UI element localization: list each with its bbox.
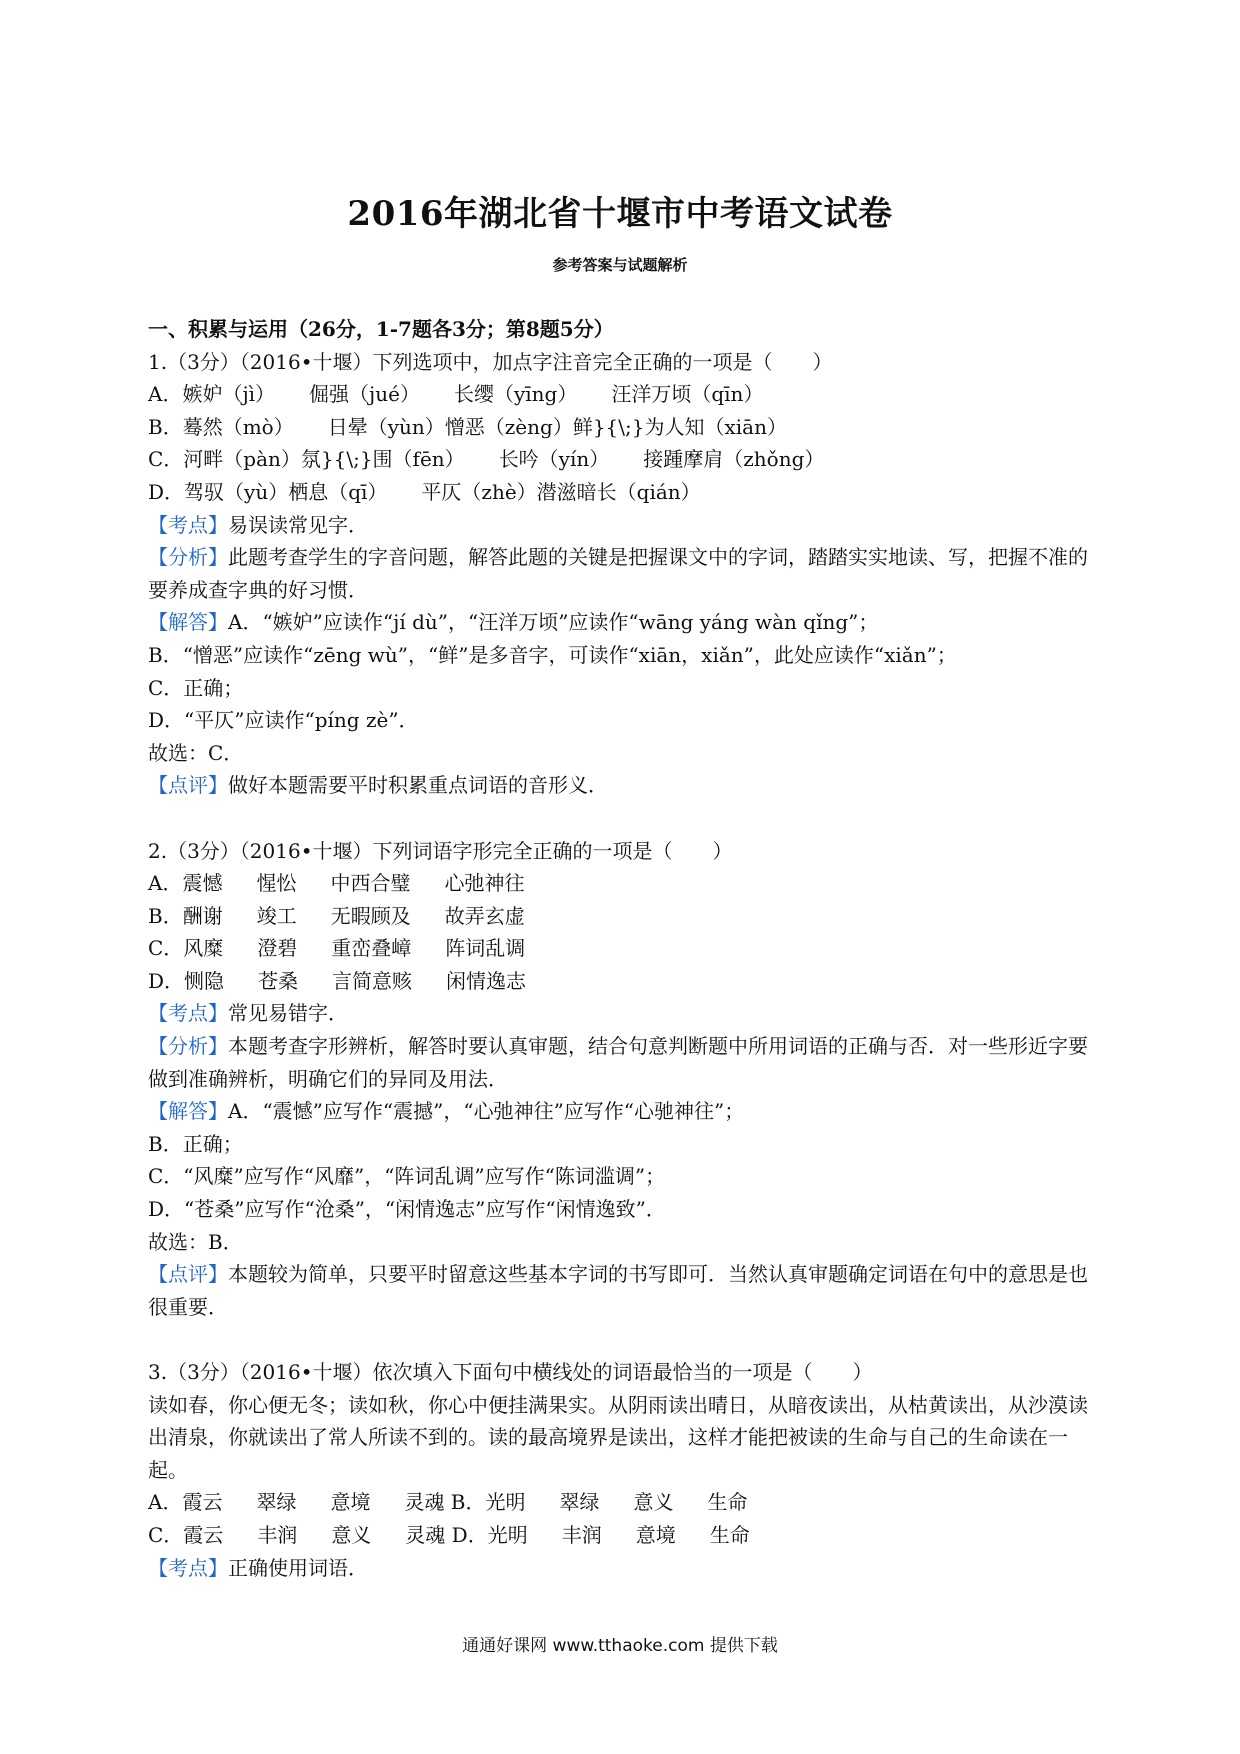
q1-d-1: 平仄（zhè）潜滋暗长（qián） <box>421 479 701 504</box>
q3-cd-0: C．霞云 <box>148 1522 224 1547</box>
q1-answer-line: D．“平仄”应读作“píng zè”． <box>148 708 419 733</box>
q2-d-1: 苍桑 <box>258 968 299 993</box>
q1-kaodian <box>148 509 1096 542</box>
q3-cd-6: 生命 <box>709 1522 750 1547</box>
q1-dianping <box>148 769 1096 802</box>
kaodian-tag: 【考点】 <box>148 512 228 537</box>
q1-option-d <box>148 476 1096 509</box>
q3-passage: 读如春，你心便无冬；读如秋，你心中便挂满果实。从阴雨读出晴日，从暗夜读出，从枯黄读出，从沙漠读出清泉，你就读出了常人所读不到的。读的最高境界是读出，这样才能把被读的生命与自己的生命读在一起。 <box>148 1392 1088 1482</box>
q1-fenxi <box>148 541 1096 606</box>
q3-kaodian-text: 正确使用词语． <box>228 1555 368 1580</box>
q2-dianping-text: 本题较为简单，只要平时留意这些基本字词的书写即可．当然认真审题确定词语在句中的意思是也很重要． <box>148 1262 1088 1319</box>
page-footer: 通通好课网 www.tthaoke.com 提供下载 <box>462 1636 778 1656</box>
q2-jieda <box>148 1095 1096 1128</box>
q2-d-2: 言简意赅 <box>332 968 413 993</box>
q2-b-0: B．酬谢 <box>148 903 223 928</box>
q2-d-3: 闲情逸志 <box>446 968 527 993</box>
q2-a-0: A．震憾 <box>148 871 223 896</box>
q3-ab-6: 生命 <box>707 1490 748 1515</box>
q1-a-3: 汪洋万顷（qīn） <box>611 382 764 407</box>
kaodian-tag: 【考点】 <box>148 1555 228 1580</box>
q2-b-3: 故弄玄虚 <box>444 903 525 928</box>
fenxi-tag: 【分析】 <box>148 545 228 570</box>
q1-d-0: D．驾驭（yù）栖息（qī） <box>148 479 388 504</box>
q2-jieda-text: A．“震憾”应写作“震撼”，“心弛神往”应写作“心驰神往”； <box>228 1099 745 1124</box>
jieda-tag: 【解答】 <box>148 610 228 635</box>
q2-option-c <box>148 932 1096 965</box>
spacer <box>148 1323 1096 1356</box>
q2-answer-line: C．“风糜”应写作“风靡”，“阵词乱调”应写作“陈词滥调”； <box>148 1164 666 1189</box>
fenxi-tag: 【分析】 <box>148 1034 228 1059</box>
jieda-tag: 【解答】 <box>148 1099 228 1124</box>
q2-option-a <box>148 867 1096 900</box>
dianping-tag: 【点评】 <box>148 1262 228 1287</box>
q3-ab-2: 意境 <box>330 1490 371 1515</box>
q3-kaodian <box>148 1552 1096 1585</box>
q1-c-1: 长吟（yín） <box>498 447 610 472</box>
q2-kaodian <box>148 997 1096 1030</box>
q1-answer-line: C．正确； <box>148 675 244 700</box>
q3-cd-5: 意境 <box>635 1522 676 1547</box>
q3-options-cd <box>148 1519 1096 1552</box>
q1-answer-choice: 故选：C． <box>148 740 244 765</box>
kaodian-tag: 【考点】 <box>148 1001 228 1026</box>
q2-answer-line: D．“苍桑”应写作“沧桑”，“闲情逸志”应写作“闲情逸致”． <box>148 1197 666 1222</box>
q1-b-0: B．蓦然（mò） <box>148 414 294 439</box>
q2-kaodian-text: 常见易错字． <box>228 1001 348 1026</box>
q2-fenxi <box>148 1030 1096 1095</box>
q2-stem: 2.（3分）（2016•十堰）下列词语字形完全正确的一项是（ ） <box>148 838 733 863</box>
q2-a-2: 中西合璧 <box>330 871 411 896</box>
q3-stem: 3.（3分）（2016•十堰）依次填入下面句中横线处的词语最恰当的一项是（ ） <box>148 1360 873 1384</box>
dianping-tag: 【点评】 <box>148 773 228 798</box>
q3-cd-3: 灵魂 D．光明 <box>405 1522 528 1547</box>
q1-option-b <box>148 411 1096 444</box>
q1-a-1: 倔强（jué） <box>309 382 420 407</box>
q2-fenxi-text: 本题考查字形辨析，解答时要认真审题，结合句意判断题中所用词语的正确与否．对一些形近字要做到准确辨析，明确它们的异同及用法． <box>148 1034 1088 1091</box>
q2-b-1: 竣工 <box>256 903 297 928</box>
q2-dianping <box>148 1258 1096 1323</box>
q2-a-1: 惺忪 <box>256 871 297 896</box>
q2-answer-line: B．正确； <box>148 1131 243 1156</box>
q1-a-2: 长缨（yīng） <box>453 382 578 407</box>
q1-c-2: 接踵摩肩（zhǒng） <box>643 447 825 472</box>
q2-option-d <box>148 965 1096 998</box>
q1-dianping-text: 做好本题需要平时积累重点词语的音形义． <box>228 773 608 798</box>
q3-ab-3: 灵魂 B．光明 <box>404 1490 526 1515</box>
q1-answer-line: B．“憎恶”应读作“zēng wù”，“鲜”是多音字，可读作“xiān，xiǎn”，此处应读作“xiǎn”； <box>148 642 957 667</box>
q3-ab-4: 翠绿 <box>559 1490 600 1515</box>
q3-ab-1: 翠绿 <box>256 1490 297 1515</box>
q1-kaodian-text: 易误读常见字． <box>228 512 368 537</box>
q3-options-ab <box>148 1486 1096 1519</box>
q1-fenxi-text: 此题考查学生的字音问题，解答此题的关键是把握课文中的字词，踏踏实实地读、写，把握不准的要养成查字典的好习惯． <box>148 545 1088 602</box>
q1-jieda-text: A．“嫉妒”应读作“jí dù”，“汪洋万顷”应读作“wāng yáng wàn qǐng”； <box>228 610 879 635</box>
q2-b-2: 无暇顾及 <box>330 903 411 928</box>
q3-cd-1: 丰润 <box>257 1522 298 1547</box>
q2-c-0: C．风糜 <box>148 936 224 961</box>
exam-content <box>148 313 1096 1584</box>
q1-option-a <box>148 378 1096 411</box>
q2-answer-choice: 故选：B． <box>148 1229 243 1254</box>
page-subtitle: 参考答案与试题解析 <box>552 256 688 274</box>
q2-c-2: 重峦叠嶂 <box>331 936 412 961</box>
q2-option-b <box>148 900 1096 933</box>
spacer <box>148 802 1096 835</box>
q3-cd-4: 丰润 <box>561 1522 602 1547</box>
q1-jieda <box>148 606 1096 639</box>
q2-c-1: 澄碧 <box>257 936 298 961</box>
q3-ab-5: 意义 <box>633 1490 674 1515</box>
q3-cd-2: 意义 <box>331 1522 372 1547</box>
q2-d-0: D．恻隐 <box>148 968 225 993</box>
q2-c-3: 阵词乱调 <box>445 936 526 961</box>
q1-stem: 1.（3分）（2016•十堰）下列选项中，加点字注音完全正确的一项是（ ） <box>148 349 833 374</box>
q1-option-c <box>148 443 1096 476</box>
q1-b-1: 日晕（yùn）憎恶（zèng）鲜}{\;}为人知（xiān） <box>327 414 787 439</box>
section-heading: 一、积累与运用（26分，1-7题各3分；第8题5分） <box>148 317 614 341</box>
q2-a-3: 心弛神往 <box>444 871 525 896</box>
q3-ab-0: A．霞云 <box>148 1490 223 1515</box>
page-title: 2016年湖北省十堰市中考语文试卷 <box>347 194 893 234</box>
q1-a-0: A．嫉妒（jì） <box>148 382 276 407</box>
q1-c-0: C．河畔（pàn）氛}{\;}围（fēn） <box>148 447 465 472</box>
